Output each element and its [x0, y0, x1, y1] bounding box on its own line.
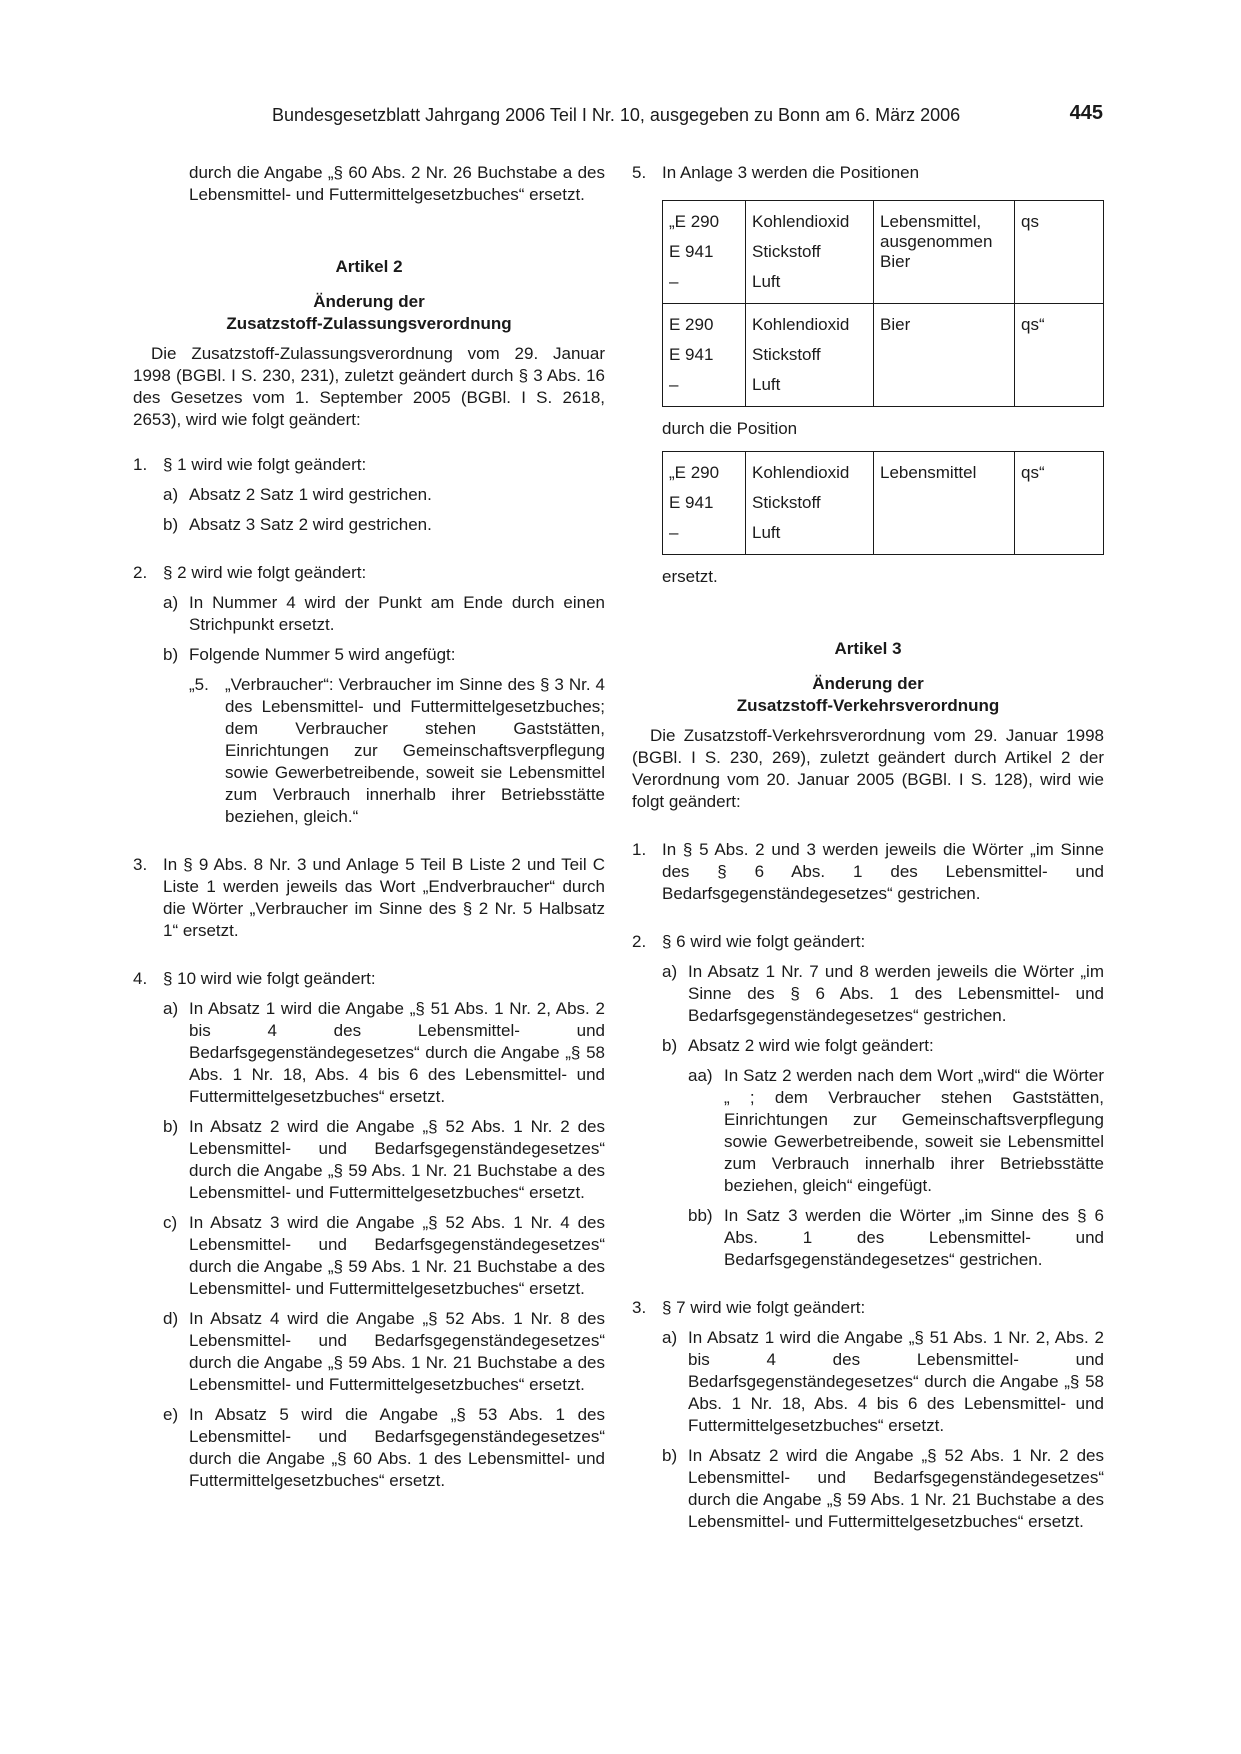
list-item: a) In Absatz 1 wird die Angabe „§ 51 Abs. 1 Nr. 2, Abs. 2 bis 4 des Lebensmittel- und Bedarfsgegenständegesetzes“ durch die Angabe „§ 58 Abs. 1 Nr. 18, Abs. 4 bis 6 des Lebensmittel- und Futtermittelgesetzbuches“ ersetzt. [163, 999, 605, 1106]
table-row: „E 290 E 941 – Kohlendioxid Stickstoff Luft Lebensmittel, ausgenommen Bier qs [663, 201, 1104, 304]
list-item: 1. In § 5 Abs. 2 und 3 werden jeweils die Wörter „im Sinne des § 6 Abs. 1 des Lebensmittel- und Bedarfsgegenständegesetzes“ gestrichen. [632, 840, 1104, 903]
list-item: 2. § 2 wird wie folgt geändert: [133, 563, 367, 582]
article-2-title: Artikel 2 [335, 257, 403, 276]
after-text: ersetzt. [662, 567, 718, 586]
list-item: a) Absatz 2 Satz 1 wird gestrichen. [163, 485, 432, 504]
list-item: 3. In § 9 Abs. 8 Nr. 3 und Anlage 5 Teil B Liste 2 und Teil C Liste 1 werden jeweils das Wort „Endverbraucher“ durch die Wörter „Verbraucher im Sinne des § 2 Nr. 5 Halbsatz 1“ ersetzt. [133, 855, 605, 940]
article-3-subtitle-2: Zusatzstoff-Verkehrsverordnung [736, 696, 1000, 715]
article-3-title: Artikel 3 [834, 639, 902, 658]
list-item: a) In Absatz 1 Nr. 7 und 8 werden jeweils die Wörter „im Sinne des § 6 Abs. 1 des Lebensmittel- und Bedarfsgegenständegesetzes“ gestrichen. [662, 962, 1104, 1025]
list-item: „5. „Verbraucher“: Verbraucher im Sinne des § 3 Nr. 4 des Lebensmittel- und Futtermittelgesetzbuches; dem Verbraucher stehen Gaststätten, Einrichtungen zur Gemeinschaftsverpflegung sowie Gewerbetreibende, soweit sie Lebensmittel zum Verbrauch innerhalb ihrer Betriebsstätte beziehen, gleich.“ [189, 675, 605, 826]
continuation-text: durch die Angabe „§ 60 Abs. 2 Nr. 26 Buchstabe a des Lebensmittel- und Futtermittelgesetzbuches“ ersetzt. [189, 163, 605, 204]
left-column [133, 162, 605, 1492]
article-3-subtitle-1: Änderung der [812, 674, 924, 693]
list-item: 4. § 10 wird wie folgt geändert: [133, 969, 376, 988]
list-item: b) Folgende Nummer 5 wird angefügt: [163, 645, 456, 664]
list-item: b) Absatz 2 wird wie folgt geändert: [662, 1036, 934, 1055]
list-item: 3. § 7 wird wie folgt geändert: [632, 1298, 866, 1317]
right-column [632, 162, 1104, 1533]
between-text: durch die Position [662, 419, 798, 438]
list-item: bb) In Satz 3 werden die Wörter „im Sinne des § 6 Abs. 1 des Lebensmittel- und Bedarfsgegenständegesetzes“ gestrichen. [688, 1206, 1104, 1269]
list-item: c) In Absatz 3 wird die Angabe „§ 52 Abs. 1 Nr. 4 des Lebensmittel- und Bedarfsgegenständegesetzes“ durch die Angabe „§ 59 Abs. 1 Nr. 21 Buchstabe a des Lebensmittel- und Futtermittelgesetzbuches“ ersetzt. [163, 1213, 605, 1298]
list-item: a) In Absatz 1 wird die Angabe „§ 51 Abs. 1 Nr. 2, Abs. 2 bis 4 des Lebensmittel- und Bedarfsgegenständegesetzes“ durch die Angabe „§ 58 Abs. 1 Nr. 18, Abs. 4 bis 6 des Lebensmittel- und Futtermittelgesetzbuches“ ersetzt. [662, 1328, 1104, 1435]
positions-table-new [662, 451, 1104, 555]
page-number: 445 [1069, 102, 1103, 124]
list-item: a) In Nummer 4 wird der Punkt am Ende durch einen Strichpunkt ersetzt. [163, 593, 605, 634]
list-item: aa) In Satz 2 werden nach dem Wort „wird“ die Wörter „ ; dem Verbraucher stehen Gaststätten, Einrichtungen zur Gemeinschaftsverpflegung sowie Gewerbetreibende, soweit sie Lebensmittel zum Verbrauch innerhalb ihrer Betriebsstätte beziehen, gleich“ eingefügt. [688, 1066, 1104, 1195]
running-header: Bundesgesetzblatt Jahrgang 2006 Teil I Nr. 10, ausgegeben zu Bonn am 6. März 2006 [272, 105, 961, 125]
list-item: d) In Absatz 4 wird die Angabe „§ 52 Abs. 1 Nr. 8 des Lebensmittel- und Bedarfsgegenständegesetzes“ durch die Angabe „§ 59 Abs. 1 Nr. 21 Buchstabe a des Lebensmittel- und Futtermittelgesetzbuches“ ersetzt. [163, 1309, 605, 1394]
positions-table-old [662, 200, 1104, 407]
table-row: „E 290 E 941 – Kohlendioxid Stickstoff Luft Lebensmittel qs“ [663, 452, 1104, 555]
article-2-subtitle-2: Zusatzstoff-Zulassungsverordnung [226, 314, 512, 333]
article-2-subtitle-1: Änderung der [313, 292, 425, 311]
article-2-intro: Die Zusatzstoff-Zulassungsverordnung vom 29. Januar 1998 (BGBl. I S. 230, 231), zuletzt geändert durch § 3 Abs. 16 des Gesetzes vom 1. September 2005 (BGBl. I S. 2618, 2653), wird wie folgt geändert: [133, 344, 605, 429]
list-item: b) Absatz 3 Satz 2 wird gestrichen. [163, 515, 432, 534]
list-item: 2. § 6 wird wie folgt geändert: [632, 932, 866, 951]
list-item: b) In Absatz 2 wird die Angabe „§ 52 Abs. 1 Nr. 2 des Lebensmittel- und Bedarfsgegenständegesetzes“ durch die Angabe „§ 59 Abs. 1 Nr. 21 Buchstabe a des Lebensmittel- und Futtermittelgesetzbuches“ ersetzt. [163, 1117, 605, 1202]
list-item: e) In Absatz 5 wird die Angabe „§ 53 Abs. 1 des Lebensmittel- und Bedarfsgegenständegesetzes“ durch die Angabe „§ 60 Abs. 1 des Lebensmittel- und Futtermittelgesetzbuches“ ersetzt. [163, 1405, 605, 1490]
list-item: 1. § 1 wird wie folgt geändert: [133, 455, 367, 474]
list-item: 5. In Anlage 3 werden die Positionen [632, 163, 920, 182]
article-3-intro: Die Zusatzstoff-Verkehrsverordnung vom 29. Januar 1998 (BGBl. I S. 230, 269), zuletzt geändert durch Artikel 2 der Verordnung vom 20. Januar 2005 (BGBl. I S. 128), wird wie folgt geändert: [632, 726, 1104, 811]
table-row: E 290 E 941 – Kohlendioxid Stickstoff Luft Bier qs“ [663, 304, 1104, 407]
list-item: b) In Absatz 2 wird die Angabe „§ 52 Abs. 1 Nr. 2 des Lebensmittel- und Bedarfsgegenständegesetzes“ durch die Angabe „§ 59 Abs. 1 Nr. 21 Buchstabe a des Lebensmittel- und Futtermittelgesetzbuches“ ersetzt. [662, 1446, 1104, 1531]
